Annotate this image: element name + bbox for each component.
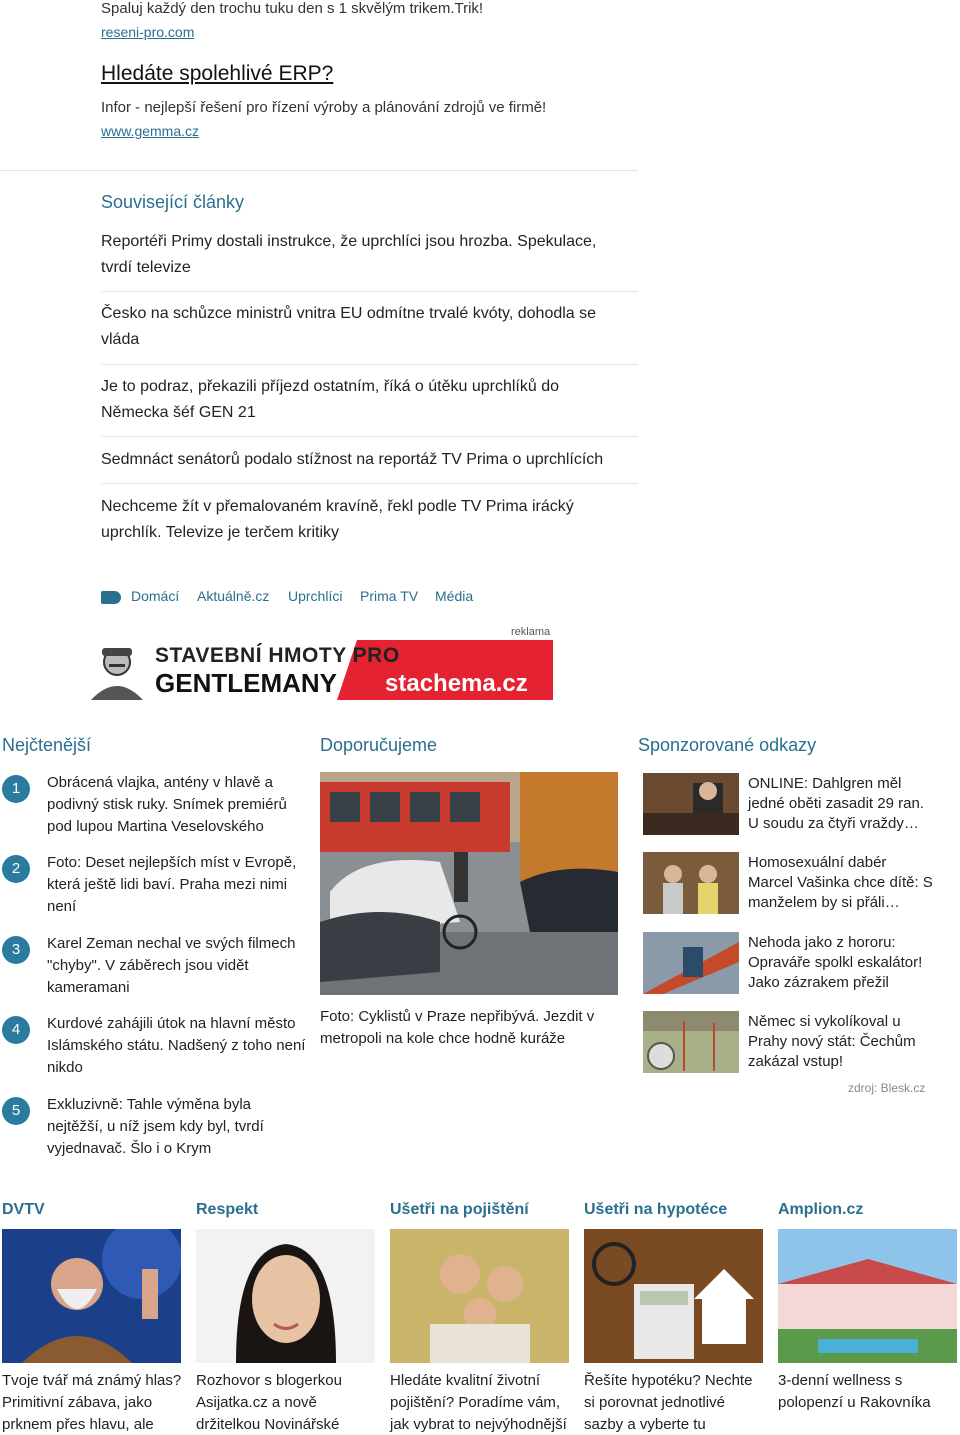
singer-image <box>2 1229 181 1363</box>
most-read-item-1[interactable]: Obrácená vlajka, antény v hlavě a podivný stisk ruky. Snímek premiérů pod lupou Martina Veselovského <box>47 774 287 835</box>
banner-line2: GENTLEMANY <box>155 668 337 698</box>
ad-label: reklama <box>511 626 551 638</box>
related-article-3[interactable]: Je to podraz, překazili příjezd ostatním, říká o útěku uprchlíků do Německa šéf GEN 21 <box>101 378 560 421</box>
footer-title-respekt[interactable]: Respekt <box>196 1201 259 1218</box>
ad-1-link[interactable]: reseni-pro.com <box>101 24 195 40</box>
calculator-house-image <box>584 1229 763 1363</box>
related-article-4[interactable]: Sedmnáct senátorů podalo stížnost na reportáž TV Prima o uprchlících <box>101 451 604 468</box>
recommended-title: Doporučujeme <box>320 735 438 755</box>
banner-line1: STAVEBNÍ HMOTY PRO <box>155 644 400 667</box>
rank-badge-4: 4 <box>2 1016 30 1044</box>
ad-2-link[interactable]: www.gemma.cz <box>101 123 200 139</box>
footer-title-dvtv[interactable]: DVTV <box>2 1201 45 1218</box>
most-read-title: Nejčtenější <box>2 735 92 755</box>
divider <box>101 291 638 292</box>
footer-text-dvtv[interactable]: Tvoje tvář má známý hlas? Primitivní zábava, jako prknem přes hlavu, ale <box>2 1372 182 1433</box>
related-article-2[interactable]: Česko na schůzce ministrů vnitra EU odmítne trvalé kvóty, dohodla se vláda <box>101 305 597 348</box>
sponsored-title: Sponzorované odkazy <box>638 735 817 755</box>
ad-2-title[interactable]: Hledáte spolehlivé ERP? <box>101 62 334 85</box>
rank-badge-2: 2 <box>2 855 30 883</box>
divider <box>101 364 638 365</box>
rank-badge-5: 5 <box>2 1097 30 1125</box>
sponsored-item-3[interactable]: Nehoda jako z hororu: Opraváře spolkl eskalátor! Jako zázrakem přežil <box>748 934 923 991</box>
most-read-item-5[interactable]: Exkluzivně: Tahle výměna byla nejtěžší, u níž jsem kdy byl, tvrdí vyjednavač. Šlo i o Krym <box>47 1096 264 1157</box>
sponsored-thumb-3[interactable] <box>643 932 739 994</box>
footer-image-dvtv[interactable] <box>2 1229 181 1363</box>
related-article-5[interactable]: Nechceme žít v přemalovaném kravíně, řekl podle TV Prima irácký uprchlík. Televize je terčem kritiky <box>101 498 574 541</box>
footer-text-amplion[interactable]: 3-denní wellness s polopenzí u Rakovníka <box>778 1372 931 1411</box>
divider <box>101 483 638 484</box>
tag-domaci[interactable]: Domácí <box>131 588 180 604</box>
sponsored-thumb-1[interactable] <box>643 773 739 835</box>
couple-image <box>643 852 739 914</box>
tag-prima-tv[interactable]: Prima TV <box>360 588 419 604</box>
recommended-caption[interactable]: Foto: Cyklistů v Praze nepřibývá. Jezdit v metropoli na kole chce hodně kuráže <box>320 1008 595 1047</box>
courtroom-image <box>643 773 739 835</box>
footer-text-hypoteka[interactable]: Řešíte hypotéku? Nechte si porovnat jednotlivé sazby a vyberte tu <box>584 1372 753 1433</box>
sponsored-item-1[interactable]: ONLINE: Dahlgren měl jedné oběti zasadit 29 ran. U soudu za čtyři vraždy… <box>748 775 924 832</box>
stachema-banner[interactable] <box>87 640 553 700</box>
footer-text-pojisteni[interactable]: Hledáte kvalitní životní pojištění? Poradíme vám, jak vybrat to nejvýhodnější <box>390 1372 567 1433</box>
related-article-1[interactable]: Reportéři Primy dostali instrukce, že uprchlíci jsou hrozba. Spekulace, tvrdí televize <box>101 233 597 276</box>
footer-image-respekt[interactable] <box>196 1229 375 1363</box>
most-read-item-2[interactable]: Foto: Deset nejlepších míst v Evropě, která ještě lidi baví. Praha mezi nimi není <box>47 854 297 915</box>
sponsored-item-2[interactable]: Homosexuální dabér Marcel Vašinka chce dítě: S manželem by si přáli… <box>748 854 933 911</box>
footer-image-amplion[interactable] <box>778 1229 957 1363</box>
footer-text-respekt[interactable]: Rozhovor s blogerkou Asijatka.cz a nově držitelkou Novinářské <box>196 1372 342 1433</box>
related-articles-title: Související články <box>101 192 245 212</box>
hotel-image <box>778 1229 957 1363</box>
divider <box>0 170 638 171</box>
footer-title-pojisteni[interactable]: Ušetři na pojištění <box>390 1201 529 1218</box>
ad-2-text: Infor - nejlepší řešení pro řízení výroby a plánování zdrojů ve firmě! <box>101 99 547 116</box>
most-read-item-3[interactable]: Karel Zeman nechal ve svých filmech "chyby". V záběrech jsou vidět kameramani <box>47 935 296 996</box>
tag-aktualne[interactable]: Aktuálně.cz <box>197 588 270 604</box>
sponsored-item-4[interactable]: Němec si vykolíkoval u Prahy nový stát: Čechům zakázal vstup! <box>748 1013 916 1070</box>
street-traffic-image <box>320 772 618 995</box>
sponsored-thumb-2[interactable] <box>643 852 739 914</box>
tag-icon <box>101 591 121 604</box>
escalator-image <box>643 932 739 994</box>
rank-badge-3: 3 <box>2 936 30 964</box>
divider <box>101 436 638 437</box>
footer-title-hypoteka[interactable]: Ušetři na hypotéce <box>584 1201 728 1218</box>
sponsored-source: zdroj: Blesk.cz <box>848 1081 926 1095</box>
tag-media[interactable]: Média <box>435 588 474 604</box>
tag-uprchlici[interactable]: Uprchlíci <box>288 588 343 604</box>
footer-image-hypoteka[interactable] <box>584 1229 763 1363</box>
ad-1-text: Spaluj každý den trochu tuku den s 1 skvělým trikem.Trik! <box>101 0 484 17</box>
most-read-item-4[interactable]: Kurdové zahájili útok na hlavní město Islámského státu. Nadšený z toho není nikdo <box>47 1015 306 1076</box>
field-image <box>643 1011 739 1073</box>
recommended-photo[interactable] <box>320 772 618 995</box>
footer-image-pojisteni[interactable] <box>390 1229 569 1363</box>
banner-brand: stachema.cz <box>385 670 528 697</box>
footer-title-amplion[interactable]: Amplion.cz <box>778 1201 864 1218</box>
sponsored-thumb-4[interactable] <box>643 1011 739 1073</box>
family-image <box>390 1229 569 1363</box>
woman-portrait-image <box>196 1229 375 1363</box>
rank-badge-1: 1 <box>2 775 30 803</box>
